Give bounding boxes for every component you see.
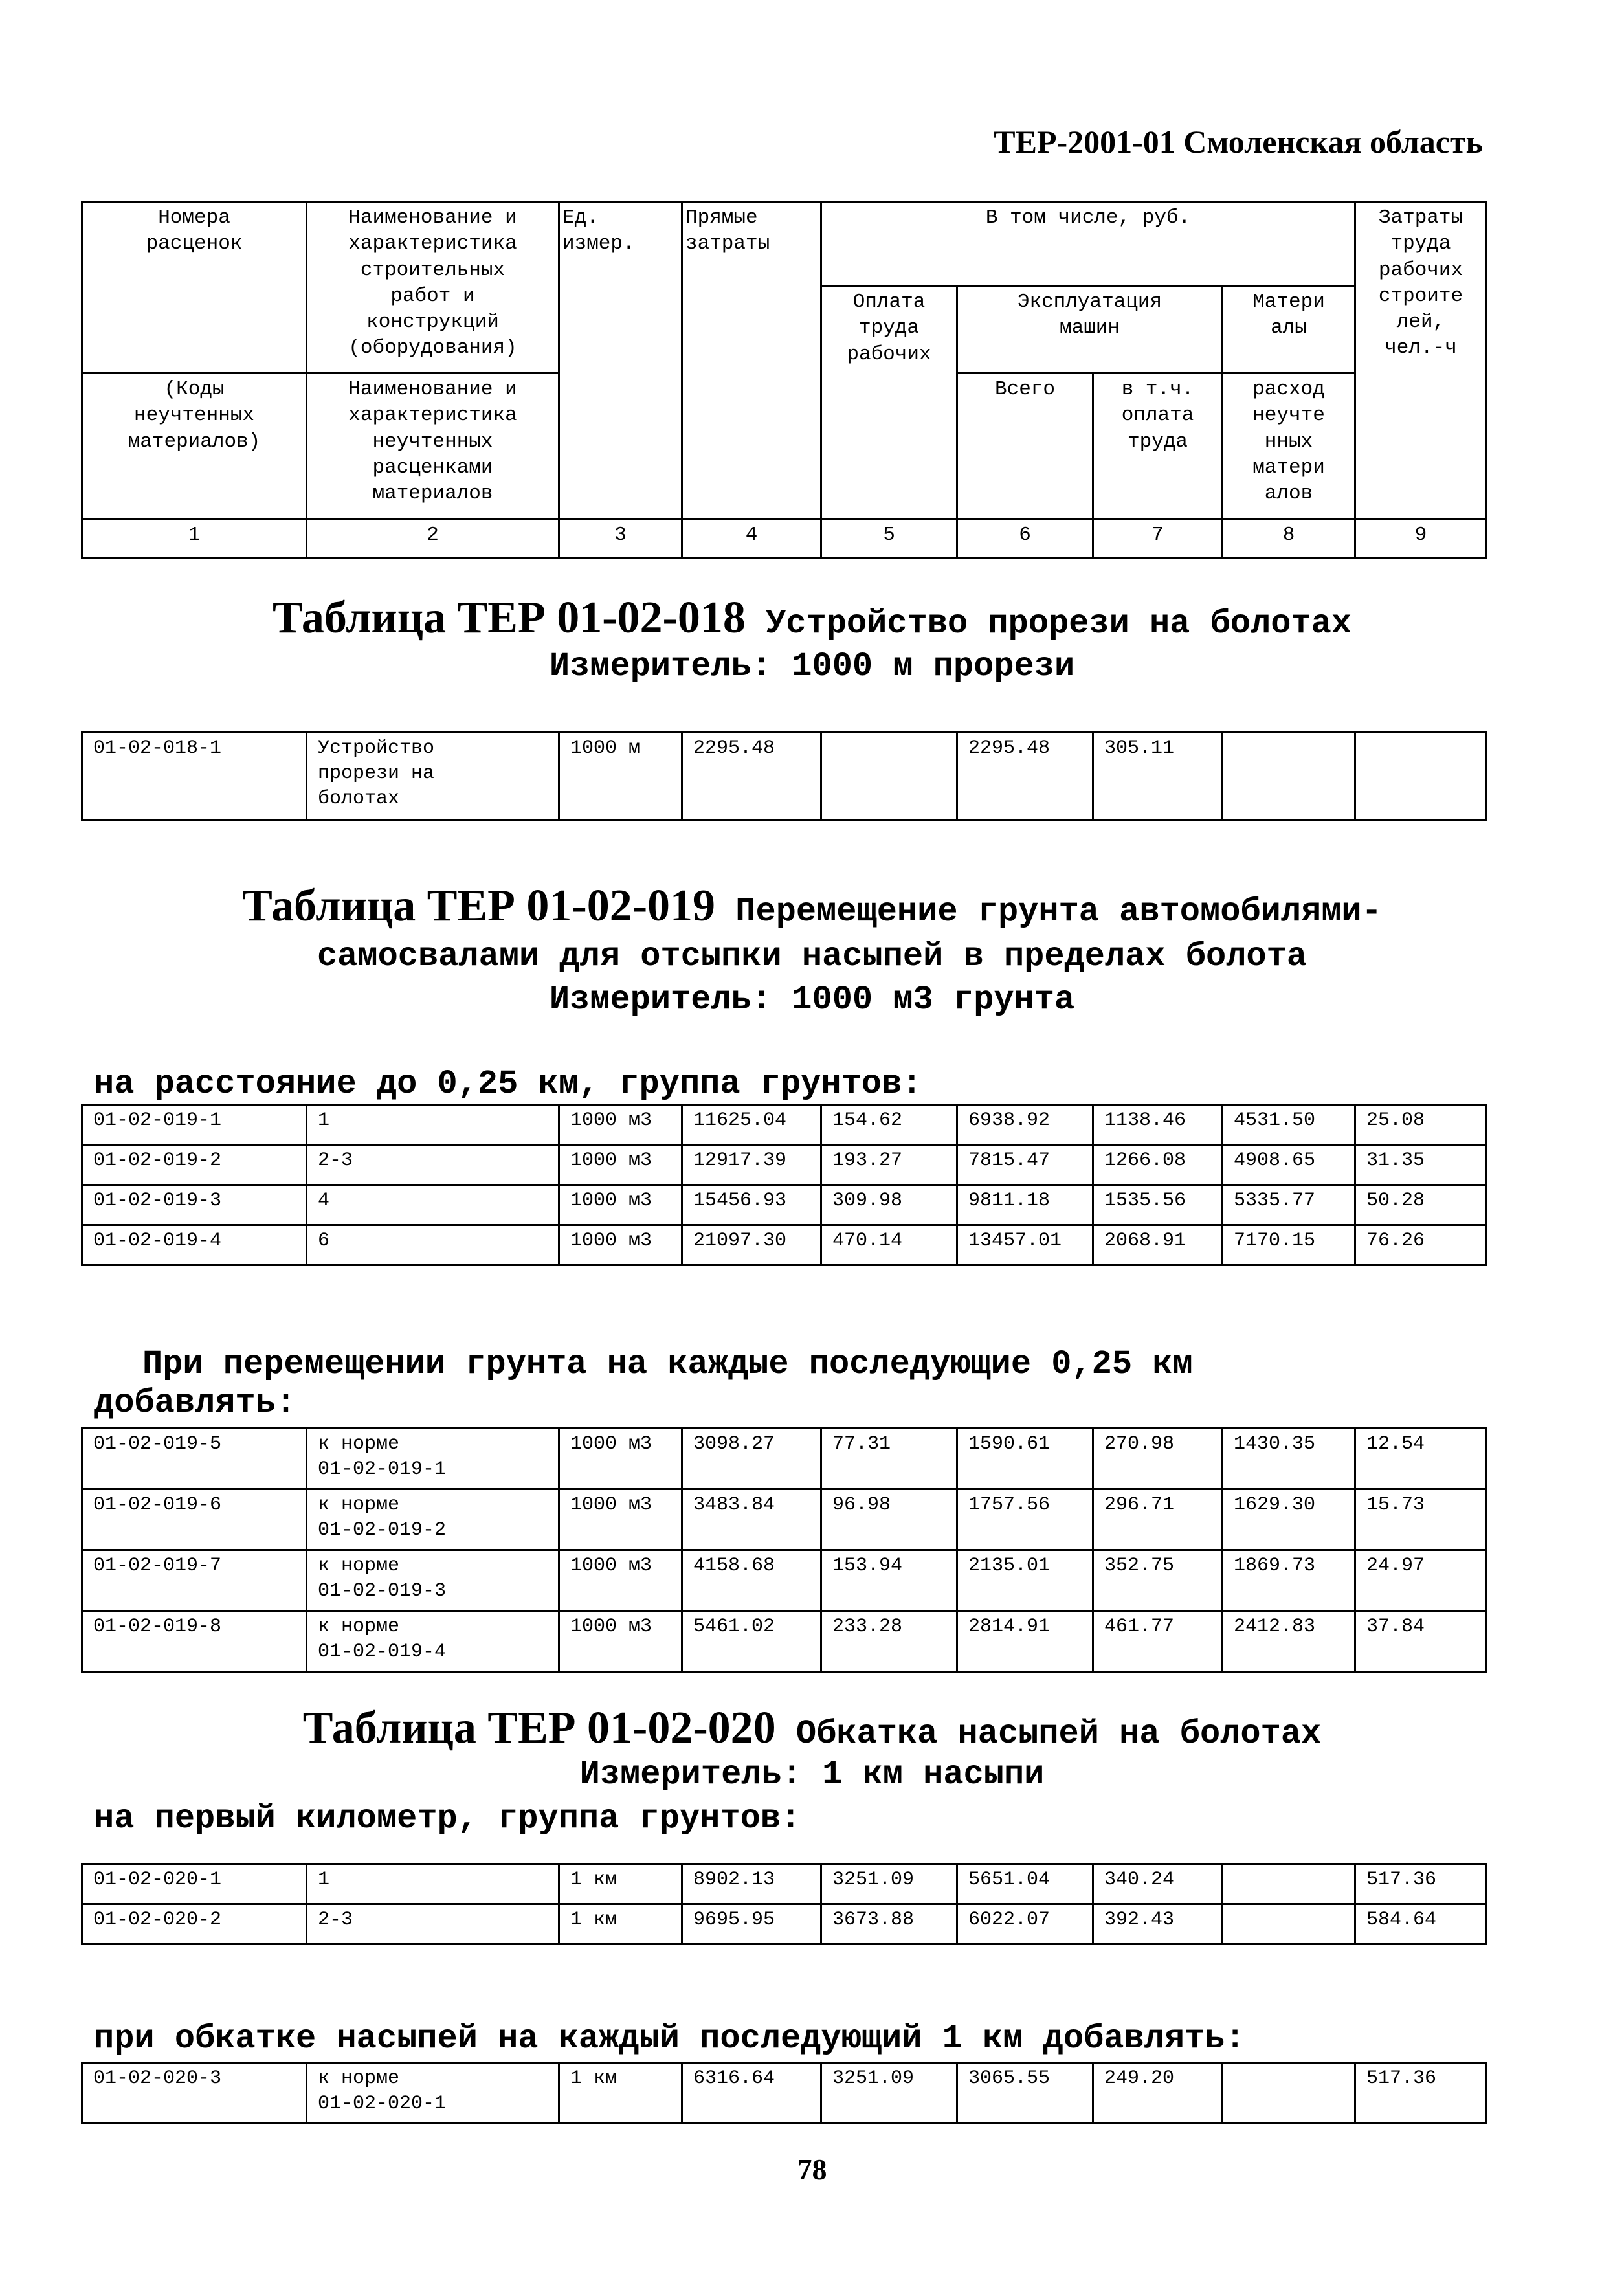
col-group-header: В том числе, руб. (821, 202, 1355, 286)
cell-materials (1223, 1904, 1355, 1944)
table-019-prefix: Таблица ТЕР 01-02-019 (242, 881, 716, 931)
cell-direct-cost: 4158.68 (682, 1550, 821, 1611)
table-row (82, 1429, 1487, 1489)
col-number: 4 (682, 519, 821, 558)
cell-direct-cost: 11625.04 (682, 1105, 821, 1145)
table-019-caption (0, 880, 1624, 932)
cell-labor-hours: 517.36 (1355, 2063, 1487, 2124)
table-019-part2 (81, 1427, 1487, 1673)
cell-unit: 1000 м3 (559, 1611, 682, 1672)
cell-code: 01-02-020-1 (82, 1864, 307, 1904)
cell-code: 01-02-019-7 (82, 1550, 307, 1611)
cell-name: 4 (307, 1185, 559, 1225)
cell-unit: 1000 м3 (559, 1105, 682, 1145)
cell-labor-hours: 31.35 (1355, 1145, 1487, 1185)
cell-name: 2-3 (307, 1904, 559, 1944)
cell-machines-labor: 1266.08 (1093, 1145, 1223, 1185)
cell-labor-cost: 233.28 (821, 1611, 957, 1672)
cell-machines-total: 9811.18 (957, 1185, 1093, 1225)
table-row (82, 1145, 1487, 1185)
cell-labor-cost: 77.31 (821, 1429, 957, 1489)
cell-labor-hours: 24.97 (1355, 1550, 1487, 1611)
cell-unit: 1000 м3 (559, 1550, 682, 1611)
cell-unit: 1000 м3 (559, 1185, 682, 1225)
cell-materials (1223, 1864, 1355, 1904)
cell-direct-cost: 3098.27 (682, 1429, 821, 1489)
col-hours-header: Затраты труда рабочих строите лей, чел.-ч (1355, 202, 1487, 519)
cell-materials (1223, 2063, 1355, 2124)
cell-labor-cost: 470.14 (821, 1225, 957, 1265)
table-row (82, 733, 1487, 821)
col-mach-total-header: Всего (957, 373, 1093, 519)
col-direct-header: Прямые затраты (682, 202, 821, 519)
cell-name: 1 (307, 1864, 559, 1904)
table-019-note-line2: добавлять: (94, 1384, 296, 1422)
cell-code: 01-02-019-1 (82, 1105, 307, 1145)
cell-code: 01-02-019-8 (82, 1611, 307, 1672)
col-name-subheader: Наименование и характеристика неучтенных расценками материалов (307, 373, 559, 519)
col-machines-header: Эксплуатация машин (957, 286, 1223, 373)
cell-labor-cost: 154.62 (821, 1105, 957, 1145)
cell-labor-cost: 3251.09 (821, 2063, 957, 2124)
cell-machines-labor: 249.20 (1093, 2063, 1223, 2124)
table-020-meter: Измеритель: 1 км насыпи (579, 1755, 1045, 1794)
cell-machines-total: 2814.91 (957, 1611, 1093, 1672)
cell-labor-cost: 3251.09 (821, 1864, 957, 1904)
cell-machines-total: 1590.61 (957, 1429, 1093, 1489)
cell-code: 01-02-019-5 (82, 1429, 307, 1489)
cell-direct-cost: 21097.30 (682, 1225, 821, 1265)
col-number: 6 (957, 519, 1093, 558)
table-row (82, 1225, 1487, 1265)
table-018 (81, 731, 1487, 821)
cell-materials (1223, 733, 1355, 821)
cell-labor-cost: 309.98 (821, 1185, 957, 1225)
cell-unit: 1000 м3 (559, 1145, 682, 1185)
cell-name: к норме 01-02-019-2 (307, 1489, 559, 1550)
table-019-meter: Измеритель: 1000 м3 грунта (549, 981, 1075, 1019)
cell-labor-hours: 37.84 (1355, 1611, 1487, 1672)
cell-code: 01-02-019-2 (82, 1145, 307, 1185)
table-row (82, 1904, 1487, 1944)
table-018-title: Устройство прорези на болотах (766, 605, 1352, 643)
document-header: ТЕР-2001-01 Смоленская область (994, 124, 1483, 160)
cell-machines-labor: 392.43 (1093, 1904, 1223, 1944)
cell-machines-total: 1757.56 (957, 1489, 1093, 1550)
cell-machines-total: 5651.04 (957, 1864, 1093, 1904)
cell-labor-hours: 15.73 (1355, 1489, 1487, 1550)
cell-direct-cost: 15456.93 (682, 1185, 821, 1225)
cell-materials: 1869.73 (1223, 1550, 1355, 1611)
col-labor-header: Оплата труда рабочих (821, 286, 957, 519)
table-018-meter: Измеритель: 1000 м прорези (549, 647, 1075, 685)
col-number: 2 (307, 519, 559, 558)
table-020-part1 (81, 1863, 1487, 1945)
cell-labor-hours: 12.54 (1355, 1429, 1487, 1489)
cell-materials: 4531.50 (1223, 1105, 1355, 1145)
table-row (82, 1611, 1487, 1672)
cell-unit: 1000 м (559, 733, 682, 821)
table-row (82, 1105, 1487, 1145)
cell-labor-cost: 153.94 (821, 1550, 957, 1611)
cell-materials: 7170.15 (1223, 1225, 1355, 1265)
cell-unit: 1000 м3 (559, 1225, 682, 1265)
cell-machines-labor: 1535.56 (1093, 1185, 1223, 1225)
cell-materials: 1629.30 (1223, 1489, 1355, 1550)
cell-code: 01-02-020-3 (82, 2063, 307, 2124)
cell-machines-labor: 352.75 (1093, 1550, 1223, 1611)
cell-direct-cost: 2295.48 (682, 733, 821, 821)
cell-unit: 1 км (559, 1864, 682, 1904)
cell-unit: 1 км (559, 2063, 682, 2124)
cell-machines-labor: 1138.46 (1093, 1105, 1223, 1145)
cell-machines-total: 7815.47 (957, 1145, 1093, 1185)
col-number: 8 (1223, 519, 1355, 558)
table-row (82, 1489, 1487, 1550)
cell-direct-cost: 5461.02 (682, 1611, 821, 1672)
cell-materials: 1430.35 (1223, 1429, 1355, 1489)
cell-code: 01-02-019-3 (82, 1185, 307, 1225)
cell-labor-cost: 193.27 (821, 1145, 957, 1185)
table-019-part1 (81, 1104, 1487, 1266)
table-020-title: Обкатка насыпей на болотах (795, 1715, 1322, 1753)
cell-labor-hours: 76.26 (1355, 1225, 1487, 1265)
cell-labor-hours: 50.28 (1355, 1185, 1487, 1225)
cell-name: 6 (307, 1225, 559, 1265)
table-row (82, 1550, 1487, 1611)
cell-labor-cost: 3673.88 (821, 1904, 957, 1944)
col-number: 1 (82, 519, 307, 558)
table-018-prefix: Таблица ТЕР 01-02-018 (272, 593, 746, 643)
cell-labor-cost (821, 733, 957, 821)
cell-labor-hours: 584.64 (1355, 1904, 1487, 1944)
table-row (82, 1185, 1487, 1225)
col-name-header: Наименование и характеристика строительных работ и конструкций (оборудования) (307, 202, 559, 373)
table-018-caption (0, 592, 1624, 644)
cell-labor-hours: 25.08 (1355, 1105, 1487, 1145)
cell-name: к норме 01-02-020-1 (307, 2063, 559, 2124)
cell-direct-cost: 3483.84 (682, 1489, 821, 1550)
cell-machines-labor: 340.24 (1093, 1864, 1223, 1904)
cell-name: к норме 01-02-019-4 (307, 1611, 559, 1672)
col-unit-header: Ед. измер. (559, 202, 682, 519)
col-number: 5 (821, 519, 957, 558)
cell-materials: 4908.65 (1223, 1145, 1355, 1185)
table-019-subtitle: на расстояние до 0,25 км, группа грунтов: (94, 1065, 922, 1103)
cell-code: 01-02-020-2 (82, 1904, 307, 1944)
cell-machines-total: 3065.55 (957, 2063, 1093, 2124)
table-row (82, 1864, 1487, 1904)
col-number: 7 (1093, 519, 1223, 558)
table-020-part2 (81, 2062, 1487, 2124)
cell-name: 1 (307, 1105, 559, 1145)
table-020-subtitle: на первый километр, группа грунтов: (94, 1799, 801, 1838)
cell-name: 2-3 (307, 1145, 559, 1185)
cell-machines-total: 13457.01 (957, 1225, 1093, 1265)
cell-labor-cost: 96.98 (821, 1489, 957, 1550)
cell-direct-cost: 12917.39 (682, 1145, 821, 1185)
cell-direct-cost: 8902.13 (682, 1864, 821, 1904)
cell-machines-total: 6022.07 (957, 1904, 1093, 1944)
col-number: 3 (559, 519, 682, 558)
cell-machines-total: 2135.01 (957, 1550, 1093, 1611)
cell-code: 01-02-018-1 (82, 733, 307, 821)
cell-unit: 1000 м3 (559, 1489, 682, 1550)
col-materials-subheader: расход неучте нных матери алов (1223, 373, 1355, 519)
cell-unit: 1000 м3 (559, 1429, 682, 1489)
cell-labor-hours (1355, 733, 1487, 821)
cell-materials: 2412.83 (1223, 1611, 1355, 1672)
column-header-table (81, 201, 1487, 559)
cell-direct-cost: 6316.64 (682, 2063, 821, 2124)
table-020-caption (0, 1702, 1624, 1754)
table-row (82, 2063, 1487, 2124)
cell-machines-total: 2295.48 (957, 733, 1093, 821)
cell-machines-labor: 305.11 (1093, 733, 1223, 821)
table-019-title-line1: Перемещение грунта автомобилями- (735, 893, 1382, 931)
cell-direct-cost: 9695.95 (682, 1904, 821, 1944)
cell-machines-labor: 2068.91 (1093, 1225, 1223, 1265)
table-020-prefix: Таблица ТЕР 01-02-020 (302, 1703, 776, 1753)
cell-machines-total: 6938.92 (957, 1105, 1093, 1145)
table-020-note: при обкатке насыпей на каждый последующий 1 км добавлять: (94, 2020, 1245, 2058)
table-019-title-line2: самосвалами для отсыпки насыпей в пределах болота (317, 937, 1307, 975)
cell-code: 01-02-019-6 (82, 1489, 307, 1550)
cell-code: 01-02-019-4 (82, 1225, 307, 1265)
cell-unit: 1 км (559, 1904, 682, 1944)
cell-machines-labor: 461.77 (1093, 1611, 1223, 1672)
cell-machines-labor: 270.98 (1093, 1429, 1223, 1489)
cell-name: к норме 01-02-019-3 (307, 1550, 559, 1611)
cell-name: к норме 01-02-019-1 (307, 1429, 559, 1489)
col-materials-header: Матери алы (1223, 286, 1355, 373)
table-019-note-line1: При перемещении грунта на каждые последующие 0,25 км (142, 1345, 1193, 1383)
page-number: 78 (797, 2153, 827, 2186)
cell-materials: 5335.77 (1223, 1185, 1355, 1225)
col-mach-labor-header: в т.ч. оплата труда (1093, 373, 1223, 519)
col-number: 9 (1355, 519, 1487, 558)
cell-labor-hours: 517.36 (1355, 1864, 1487, 1904)
col-code-header: Номера расценок (82, 202, 307, 373)
cell-name: Устройство прорези на болотах (307, 733, 559, 821)
col-code-subheader: (Коды неучтенных материалов) (82, 373, 307, 519)
cell-machines-labor: 296.71 (1093, 1489, 1223, 1550)
